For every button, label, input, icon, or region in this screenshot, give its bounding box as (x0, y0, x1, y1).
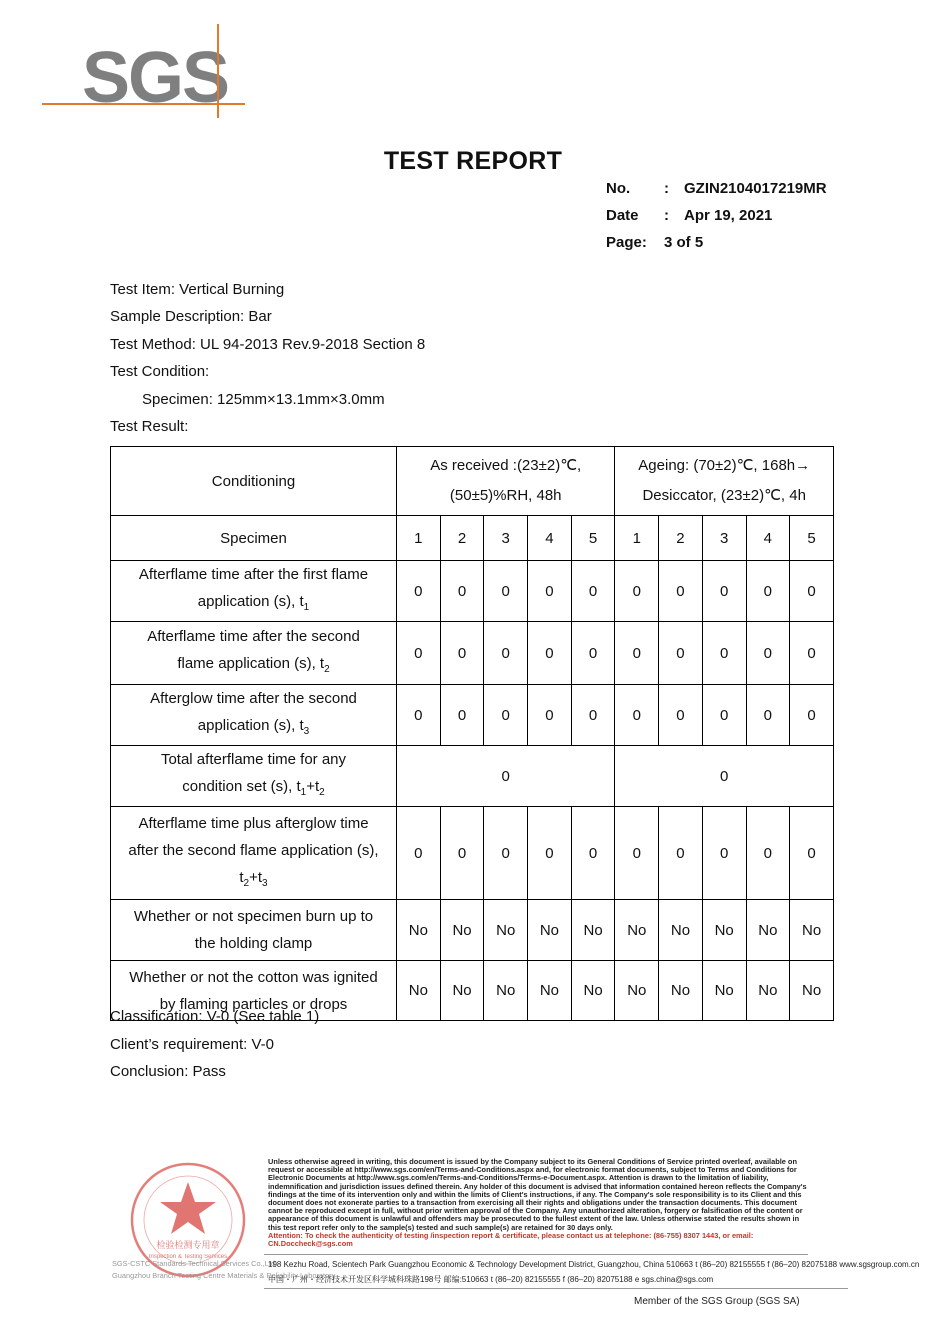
cell-value: 0 (397, 685, 441, 746)
specimen-number: 2 (440, 516, 484, 561)
cell-value: 0 (528, 807, 572, 900)
cell-value: No (440, 961, 484, 1021)
table-row (111, 561, 834, 622)
cell-value: 0 (571, 622, 615, 685)
cell-value: 0 (484, 622, 528, 685)
specimen-number: 4 (746, 516, 790, 561)
cell-value: No (397, 900, 441, 961)
classification: Classification: V-0 (See table 1) (110, 1008, 320, 1025)
cell-value: 0 (571, 685, 615, 746)
specimen-size: Specimen: 125mm×13.1mm×3.0mm (142, 391, 385, 408)
afterflame-plus-afterglow-row (111, 807, 834, 900)
specimen-number: 4 (528, 516, 572, 561)
condition-ageing: Ageing: (70±2)℃, 168h→ Desiccator, (23±2)℃, 4h (615, 447, 834, 516)
cell-value: No (659, 961, 703, 1021)
cell-value: 0 (528, 622, 572, 685)
cell-value: No (397, 961, 441, 1021)
conditioning-label: Conditioning (111, 447, 397, 516)
specimen-row (111, 516, 834, 561)
row-label: Afterflame time plus afterglow time after the second flame application (s), $t_2+t_3$ (111, 807, 397, 900)
cell-value: 0 (440, 807, 484, 900)
test-result-label: Test Result: (110, 418, 189, 435)
report-number: No. : GZIN2104017219MR (606, 180, 827, 197)
table-row (111, 622, 834, 685)
specimen-number: 5 (571, 516, 615, 561)
cell-value: 0 (659, 685, 703, 746)
cell-value: 0 (440, 685, 484, 746)
cell-value: 0 (484, 685, 528, 746)
sample-description: Sample Description: Bar (110, 308, 272, 325)
cell-value: 0 (659, 807, 703, 900)
cell-value: No (746, 961, 790, 1021)
divider (264, 1288, 848, 1289)
cell-value: 0 (528, 561, 572, 622)
member-of-sgs: Member of the SGS Group (SGS SA) (634, 1296, 800, 1307)
specimen-number: 1 (615, 516, 659, 561)
cell-value: 0 (615, 746, 834, 807)
conclusion: Conclusion: Pass (110, 1063, 226, 1080)
svg-text:SGS: SGS (82, 38, 229, 118)
test-condition: Test Condition: (110, 363, 210, 380)
cell-value: 0 (484, 561, 528, 622)
specimen-number: 3 (702, 516, 746, 561)
report-title: TEST REPORT (383, 147, 563, 175)
cell-value: 0 (746, 622, 790, 685)
cell-value: 0 (440, 622, 484, 685)
specimen-number: 2 (659, 516, 703, 561)
cell-value: 0 (615, 685, 659, 746)
cell-value: No (746, 900, 790, 961)
cell-value: No (484, 961, 528, 1021)
sgs-logo (40, 22, 250, 120)
cell-value: 0 (746, 561, 790, 622)
conditioning-row (111, 447, 834, 516)
cell-value: No (790, 900, 834, 961)
cell-value: No (440, 900, 484, 961)
address-en: 198 Kezhu Road, Scientech Park Guangzhou Economic & Technology Development District, Guangzhou, China 510663 t (86–20) 82155555 f (86–20) 82075188 www.sgsgroup.com.cn (268, 1260, 920, 1269)
cell-value: No (484, 900, 528, 961)
stamp-inner-text: 检验检测专用章 (156, 1241, 220, 1251)
table-row (111, 685, 834, 746)
client-requirement: Client’s requirement: V-0 (110, 1036, 274, 1053)
cell-value: 0 (615, 807, 659, 900)
row-label: Afterflame time after the second flame application (s), $t_2$ (111, 622, 397, 685)
specimen-label: Specimen (111, 516, 397, 561)
cell-value: No (790, 961, 834, 1021)
address-cn: 中国・广州・经济技术开发区科学城科珠路198号 邮编:510663 t (86–20) 82155555 f (86–20) 82075188 e sgs.china@sgs.com (268, 1275, 714, 1284)
authenticity-notice: Attention: To check the authenticity of testing /inspection report & certificate, please contact us at telephone: (86-755) 8307 1443, or email: CN.Doccheck@sgs.com (268, 1230, 754, 1249)
cell-value: 0 (790, 561, 834, 622)
cell-value: 0 (790, 685, 834, 746)
results-table (110, 446, 834, 1021)
cell-value: 0 (397, 561, 441, 622)
cell-value: 0 (528, 685, 572, 746)
cell-value: 0 (659, 622, 703, 685)
row-label: Afterglow time after the second application (s), $t_3$ (111, 685, 397, 746)
cell-value: 0 (702, 622, 746, 685)
row-label: Whether or not specimen burn up to the holding clamp (111, 900, 397, 961)
holding-clamp-row (111, 900, 834, 961)
cell-value: No (528, 900, 572, 961)
cell-value: 0 (702, 685, 746, 746)
stamp-inner-en: Inspection & Testing Services (148, 1254, 228, 1260)
report-date: Date : Apr 19, 2021 (606, 207, 773, 224)
cell-value: 0 (615, 622, 659, 685)
cell-value: 0 (571, 561, 615, 622)
cell-value: No (571, 900, 615, 961)
cell-value: No (615, 900, 659, 961)
cell-value: 0 (397, 746, 615, 807)
cell-value: 0 (746, 807, 790, 900)
cell-value: No (702, 900, 746, 961)
specimen-number: 1 (397, 516, 441, 561)
cell-value: No (528, 961, 572, 1021)
cell-value: 0 (397, 622, 441, 685)
cell-value: 0 (746, 685, 790, 746)
test-method: Test Method: UL 94-2013 Rev.9-2018 Section 8 (110, 336, 426, 353)
cell-value: 0 (571, 807, 615, 900)
report-page: Page: 3 of 5 (606, 234, 704, 251)
cell-value: 0 (615, 561, 659, 622)
row-label: Afterflame time after the first flame application (s), $t_1$ (111, 561, 397, 622)
test-item: Test Item: Vertical Burning (110, 281, 285, 298)
cell-value: 0 (790, 807, 834, 900)
cell-value: No (571, 961, 615, 1021)
cell-value: 0 (790, 622, 834, 685)
cell-value: 0 (702, 561, 746, 622)
cell-value: 0 (397, 807, 441, 900)
cell-value: 0 (702, 807, 746, 900)
row-label: Whether or not the cotton was ignited by flaming particles or drops (111, 961, 397, 1021)
cell-value: 0 (484, 807, 528, 900)
cell-value: No (615, 961, 659, 1021)
row-label: Total afterflame time for any condition set (s), $t_1+t_2$ (111, 746, 397, 807)
divider (264, 1254, 808, 1255)
cell-value: 0 (440, 561, 484, 622)
condition-as-received: As received :(23±2)℃, (50±5)%RH, 48h (397, 447, 615, 516)
stamp-lab-name: SGS-CSTC Standards Technical Services Co.,Ltd. Guangzhou Branch Testing Centre Materials & Reliability Laboratory (112, 1259, 336, 1280)
specimen-number: 5 (790, 516, 834, 561)
specimen-number: 3 (484, 516, 528, 561)
legal-disclaimer: Unless otherwise agreed in writing, this document is issued by the Company subject to its General Conditions of Service printed overleaf, available on request or accessible at http://www.sgs.com/en/Terms-and-Conditions.aspx and, for electronic format documents, subject to Terms and Conditions for Electronic Documents at http://www.sgs.com/en/Terms-and-Conditions/Terms-e-Document.aspx. Attention is drawn to the limitation of liability, indemnification and jurisdiction issues defined therein. Any holder of this document is advised that information contained hereon reflects the Company's findings at the time of its intervention only and within the limits of Client's instructions, if any. The Company's sole responsibility is to its Client and this document does not exonerate parties to a transaction from exercising all their rights and obligations under the transaction documents. This document cannot be reproduced except in full, without prior written approval of the Company. Any unauthorized alteration, forgery or falsification of the content or appearance of this document is unlawful and offenders may be prosecuted to the fullest extent of the law. Unless otherwise stated the results shown in this test report refer only to the sample(s) tested and such sample(s) are retained for 30 days only. Attention: To check the authenticity of testing /inspection report & certificate, please contact us at telephone: (86-755) 8307 1443, or email: CN.Doccheck@sgs.com (268, 1157, 807, 1249)
cell-value: No (659, 900, 703, 961)
total-afterflame-row (111, 746, 834, 807)
cell-value: 0 (659, 561, 703, 622)
cell-value: No (702, 961, 746, 1021)
